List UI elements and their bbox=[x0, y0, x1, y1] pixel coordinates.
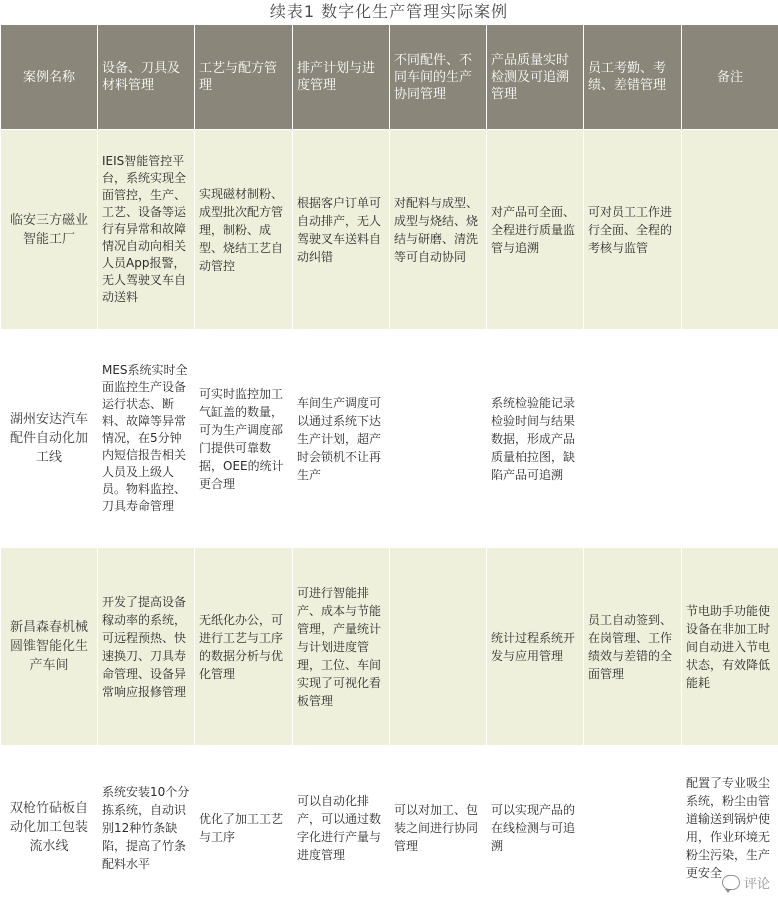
cell-coordination bbox=[390, 548, 487, 746]
cell-remark bbox=[682, 130, 778, 330]
table-row bbox=[1, 330, 778, 548]
cell-remark: 配置了专业吸尘系统，粉尘由管道输送到锅炉使用，作业环境无粉尘污染，生产更安全 bbox=[682, 746, 778, 910]
watermark bbox=[722, 873, 770, 892]
cell-coordination: 对配料与成型、成型与烧结、烧结与研磨、清洗等可自动协同 bbox=[390, 130, 487, 330]
table-title: 续表1 数字化生产管理实际案例 bbox=[269, 2, 509, 21]
header-schedule: 排产计划与进度管理 bbox=[293, 25, 390, 130]
cell-remark: 节电助手功能使设备在非加工时间自动进入节电状态，有效降低能耗 bbox=[682, 548, 778, 746]
cell-quality: 可以实现产品的在线检测与可追溯 bbox=[487, 746, 584, 910]
case-table bbox=[0, 24, 778, 910]
cell-schedule: 车间生产调度可以通过系统下达生产计划，超产时会锁机不让再生产 bbox=[293, 330, 390, 548]
header-staff: 员工考勤、考绩、差错管理 bbox=[584, 25, 682, 130]
cell-schedule: 根据客户订单可自动排产，无人驾驶叉车送料自动纠错 bbox=[293, 130, 390, 330]
cell-process: 可实时监控加工气缸盖的数量，可为生产调度部门提供可靠数据，OEE的统计更合理 bbox=[195, 330, 293, 548]
table-row bbox=[1, 548, 778, 746]
cell-remark bbox=[682, 330, 778, 548]
cell-quality: 系统检验能记录检验时间与结果数据，形成产品质量柏拉图，缺陷产品可追溯 bbox=[487, 330, 584, 548]
header-coordination: 不同配件、不同车间的生产协同管理 bbox=[390, 25, 487, 130]
cell-staff: 可对员工工作进行全面、全程的考核与监管 bbox=[584, 130, 682, 330]
header-quality: 产品质量实时检测及可追溯管理 bbox=[487, 25, 584, 130]
cell-case-name: 新昌森春机械圆锥智能化生产车间 bbox=[1, 548, 98, 746]
cell-coordination: 可以对加工、包装之间进行协同管理 bbox=[390, 746, 487, 910]
table-row bbox=[1, 130, 778, 330]
cell-equipment: 开发了提高设备稼动率的系统，可远程预热、快速换刀、刀具寿命管理、设备异常响应报修管理 bbox=[98, 548, 195, 746]
chat-bubble-icon bbox=[722, 875, 740, 890]
cell-case-name: 临安三方磁业智能工厂 bbox=[1, 130, 98, 330]
header-case-name: 案例名称 bbox=[1, 25, 98, 130]
table-row bbox=[1, 746, 778, 910]
cell-quality: 统计过程系统开发与应用管理 bbox=[487, 548, 584, 746]
header-row bbox=[1, 25, 778, 130]
cell-staff: 员工自动签到、在岗管理、工作绩效与差错的全面管理 bbox=[584, 548, 682, 746]
cell-staff bbox=[584, 330, 682, 548]
cell-schedule: 可以自动化排产，可以通过数字化进行产量与进度管理 bbox=[293, 746, 390, 910]
cell-staff bbox=[584, 746, 682, 910]
cell-equipment: IEIS智能管控平台，系统实现全面管控，生产、工艺、设备等运行有异常和故障情况自动向相关人员App报警，无人驾驶叉车自动送料 bbox=[98, 130, 195, 330]
cell-equipment: MES系统实时全面监控生产设备运行状态、断料、故障等异常情况，在5分钟内短信报告相关人员及上级人员。物料监控、刀具寿命管理 bbox=[98, 330, 195, 548]
cell-case-name: 双枪竹砧板自动化加工包装流水线 bbox=[1, 746, 98, 910]
header-remark: 备注 bbox=[682, 25, 778, 130]
watermark-text: 评论 bbox=[743, 877, 770, 892]
cell-process: 实现磁材制粉、成型批次配方管理，制粉、成型、烧结工艺自动管控 bbox=[195, 130, 293, 330]
cell-quality: 对产品可全面、全程进行质量监管与追溯 bbox=[487, 130, 584, 330]
cell-schedule: 可进行智能排产、成本与节能管理，产量统计与计划进度管理，工位、车间实现了可视化看板管理 bbox=[293, 548, 390, 746]
header-process: 工艺与配方管理 bbox=[195, 25, 293, 130]
cell-case-name: 湖州安达汽车配件自动化加工线 bbox=[1, 330, 98, 548]
cell-process: 无纸化办公，可进行工艺与工序的数据分析与优化管理 bbox=[195, 548, 293, 746]
cell-equipment: 系统安装10个分拣系统，自动识别12种竹条缺陷，提高了竹条配料水平 bbox=[98, 746, 195, 910]
cell-coordination bbox=[390, 330, 487, 548]
cell-process: 优化了加工工艺与工序 bbox=[195, 746, 293, 910]
header-equipment: 设备、刀具及材料管理 bbox=[98, 25, 195, 130]
